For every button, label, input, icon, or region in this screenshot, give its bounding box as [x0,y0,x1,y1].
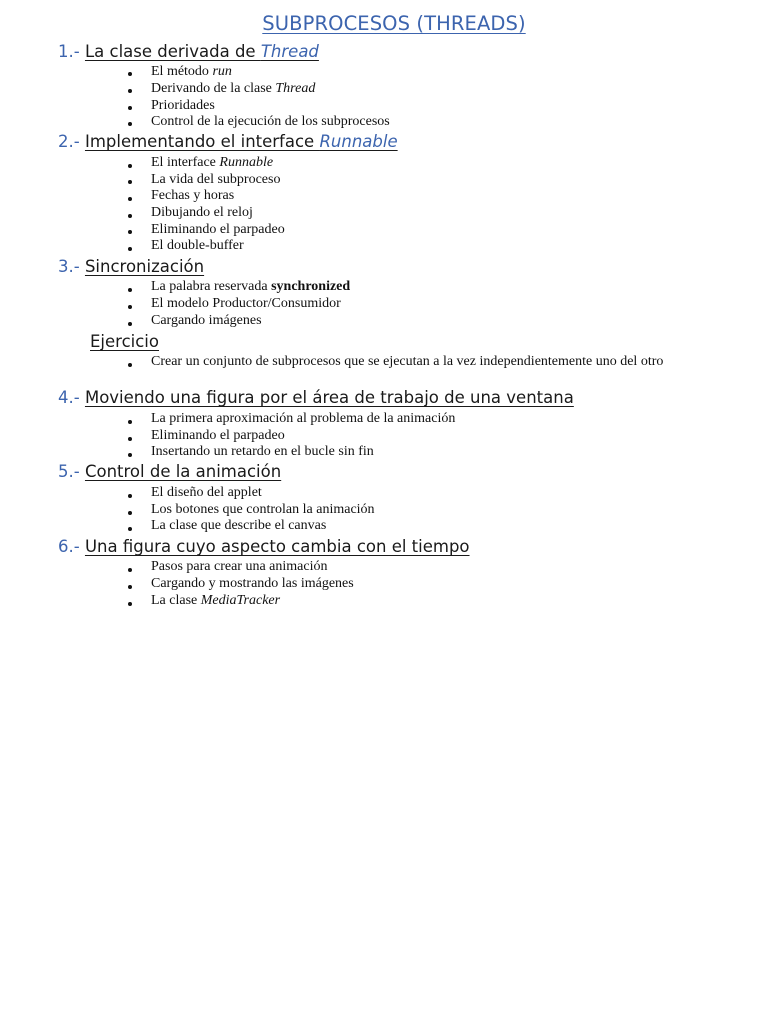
section-heading-1 [58,42,319,61]
bullet-dot [128,305,132,309]
section-number: 4.- [58,388,80,407]
section-heading-4 [58,388,574,407]
list-item: Derivando de la clase Thread [151,81,316,96]
bullet-dot [128,453,132,457]
section-number: 3.- [58,257,80,276]
bullet-dot [128,230,132,234]
section-title: La clase derivada de Thread [84,42,319,61]
list-item: Eliminando el parpadeo [151,428,285,443]
section-number: 6.- [58,537,80,556]
section-heading-2 [58,132,398,151]
list-item: La clase que describe el canvas [151,518,327,533]
list-item: La primera aproximación al problema de la animación [151,411,456,426]
list-item: La clase MediaTracker [151,593,281,608]
section-title: Control de la animación [84,462,282,481]
list-item: Crear un conjunto de subprocesos que se ejecutan a la vez independientemente uno del otro [151,354,664,369]
list-item: Los botones que controlan la animación [151,502,375,517]
section-heading-6 [58,537,470,556]
bullet-dot [128,72,132,76]
bullet-dot [128,511,132,515]
exercise-heading: Ejercicio [90,332,159,351]
list-item: La palabra reservada synchronized [151,279,351,294]
bullet-dot [128,363,132,367]
bullet-dot [128,180,132,184]
list-item: El interface Runnable [151,155,274,170]
section-title: Moviendo una figura por el área de trabajo de una ventana [84,388,574,407]
bullet-dot [128,527,132,531]
bullet-dot [128,494,132,498]
page-title: SUBPROCESOS (THREADS) [262,12,526,35]
bullet-dot [128,420,132,424]
list-item: Insertando un retardo en el bucle sin fin [151,444,374,459]
list-item: La vida del subproceso [151,172,281,187]
section-heading-3 [58,257,204,276]
bullet-dot [128,89,132,93]
list-item: Prioridades [151,98,215,113]
section-heading-5 [58,462,281,481]
list-item: Pasos para crear una animación [151,559,328,574]
list-item: Cargando y mostrando las imágenes [151,576,354,591]
list-item: Dibujando el reloj [151,205,253,220]
bullet-dot [128,585,132,589]
bullet-dot [128,164,132,168]
bullet-dot [128,214,132,218]
bullet-dot [128,437,132,441]
bullet-dot [128,106,132,110]
list-item: El modelo Productor/Consumidor [151,296,341,311]
section-number: 2.- [58,132,80,151]
list-item: Fechas y horas [151,188,235,203]
bullet-dot [128,602,132,606]
section-title: Sincronización [84,257,205,276]
list-item: Cargando imágenes [151,313,262,328]
section-title: Implementando el interface Runnable [84,132,398,151]
list-item: El método run [151,64,232,79]
list-item: El diseño del applet [151,485,262,500]
section-title: Una figura cuyo aspecto cambia con el tiempo [84,537,470,556]
bullet-dot [128,288,132,292]
bullet-dot [128,247,132,251]
section-number: 1.- [58,42,80,61]
list-item: Eliminando el parpadeo [151,222,285,237]
bullet-dot [128,197,132,201]
bullet-dot [128,122,132,126]
section-number: 5.- [58,462,80,481]
bullet-dot [128,322,132,326]
bullet-dot [128,568,132,572]
list-item: El double-buffer [151,238,244,253]
list-item: Control de la ejecución de los subprocesos [151,114,390,129]
